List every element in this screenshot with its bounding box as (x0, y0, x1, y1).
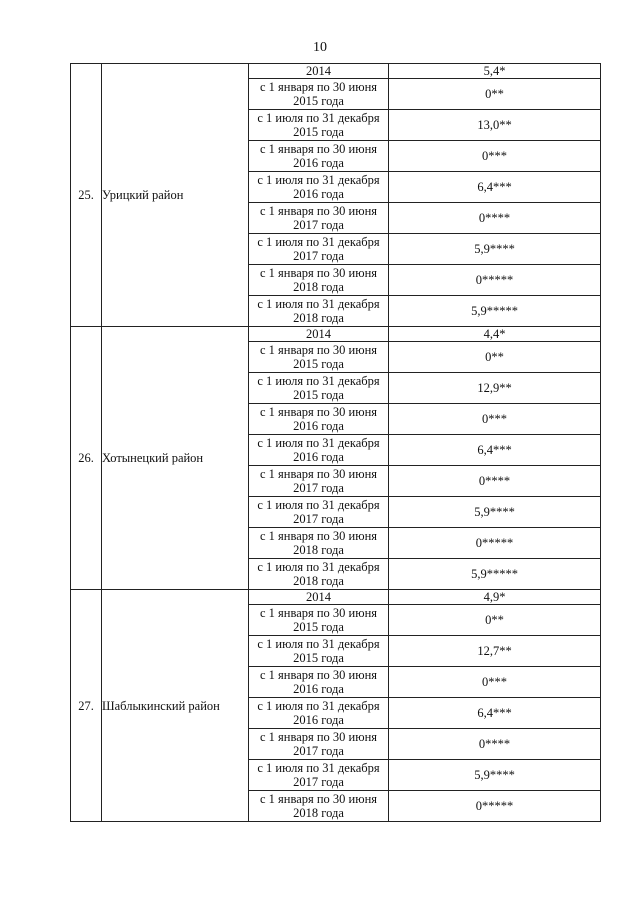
period-cell: с 1 января по 30 июня 2017 года (249, 729, 389, 760)
value-cell: 0***** (389, 265, 601, 296)
value-cell: 0**** (389, 729, 601, 760)
period-cell: с 1 января по 30 июня 2017 года (249, 466, 389, 497)
value-cell: 5,9***** (389, 296, 601, 327)
value-cell: 0***** (389, 791, 601, 822)
period-cell: с 1 января по 30 июня 2017 года (249, 203, 389, 234)
value-cell: 0** (389, 79, 601, 110)
value-cell: 5,9**** (389, 497, 601, 528)
value-cell: 0*** (389, 404, 601, 435)
value-cell: 5,9**** (389, 234, 601, 265)
period-cell: с 1 июля по 31 декабря 2016 года (249, 435, 389, 466)
value-cell: 6,4*** (389, 172, 601, 203)
period-cell: с 1 января по 30 июня 2018 года (249, 265, 389, 296)
table-row (71, 590, 601, 605)
period-cell: 2014 (249, 590, 389, 605)
value-cell: 5,4* (389, 64, 601, 79)
value-cell: 0** (389, 605, 601, 636)
period-cell: с 1 июля по 31 декабря 2015 года (249, 373, 389, 404)
value-cell: 6,4*** (389, 435, 601, 466)
page-number: 10 (313, 40, 327, 55)
period-cell: с 1 января по 30 июня 2016 года (249, 141, 389, 172)
period-cell: с 1 января по 30 июня 2018 года (249, 791, 389, 822)
period-cell: с 1 января по 30 июня 2016 года (249, 404, 389, 435)
period-cell: с 1 июля по 31 декабря 2017 года (249, 760, 389, 791)
value-cell: 13,0** (389, 110, 601, 141)
district-name: Урицкий район (102, 64, 249, 327)
period-cell: с 1 июля по 31 декабря 2017 года (249, 234, 389, 265)
value-cell: 5,9***** (389, 559, 601, 590)
tariff-table (70, 63, 601, 822)
table-row (71, 327, 601, 342)
row-number: 27. (71, 590, 102, 822)
period-cell: 2014 (249, 64, 389, 79)
value-cell: 4,4* (389, 327, 601, 342)
value-cell: 0*** (389, 141, 601, 172)
district-name: Хотынецкий район (102, 327, 249, 590)
value-cell: 12,9** (389, 373, 601, 404)
row-number: 25. (71, 64, 102, 327)
value-cell: 0**** (389, 466, 601, 497)
period-cell: с 1 января по 30 июня 2015 года (249, 79, 389, 110)
value-cell: 0**** (389, 203, 601, 234)
table-row (71, 64, 601, 79)
period-cell: с 1 июля по 31 декабря 2018 года (249, 559, 389, 590)
value-cell: 4,9* (389, 590, 601, 605)
value-cell: 5,9**** (389, 760, 601, 791)
period-cell: с 1 июля по 31 декабря 2015 года (249, 110, 389, 141)
period-cell: с 1 января по 30 июня 2016 года (249, 667, 389, 698)
value-cell: 0***** (389, 528, 601, 559)
period-cell: с 1 января по 30 июня 2015 года (249, 605, 389, 636)
value-cell: 12,7** (389, 636, 601, 667)
period-cell: с 1 июля по 31 декабря 2016 года (249, 172, 389, 203)
period-cell: с 1 июля по 31 декабря 2018 года (249, 296, 389, 327)
period-cell: с 1 января по 30 июня 2015 года (249, 342, 389, 373)
period-cell: с 1 июля по 31 декабря 2015 года (249, 636, 389, 667)
district-name: Шаблыкинский район (102, 590, 249, 822)
tariff-table-body (71, 64, 601, 822)
row-number: 26. (71, 327, 102, 590)
value-cell: 0** (389, 342, 601, 373)
period-cell: с 1 июля по 31 декабря 2017 года (249, 497, 389, 528)
period-cell: с 1 января по 30 июня 2018 года (249, 528, 389, 559)
period-cell: 2014 (249, 327, 389, 342)
value-cell: 0*** (389, 667, 601, 698)
period-cell: с 1 июля по 31 декабря 2016 года (249, 698, 389, 729)
value-cell: 6,4*** (389, 698, 601, 729)
